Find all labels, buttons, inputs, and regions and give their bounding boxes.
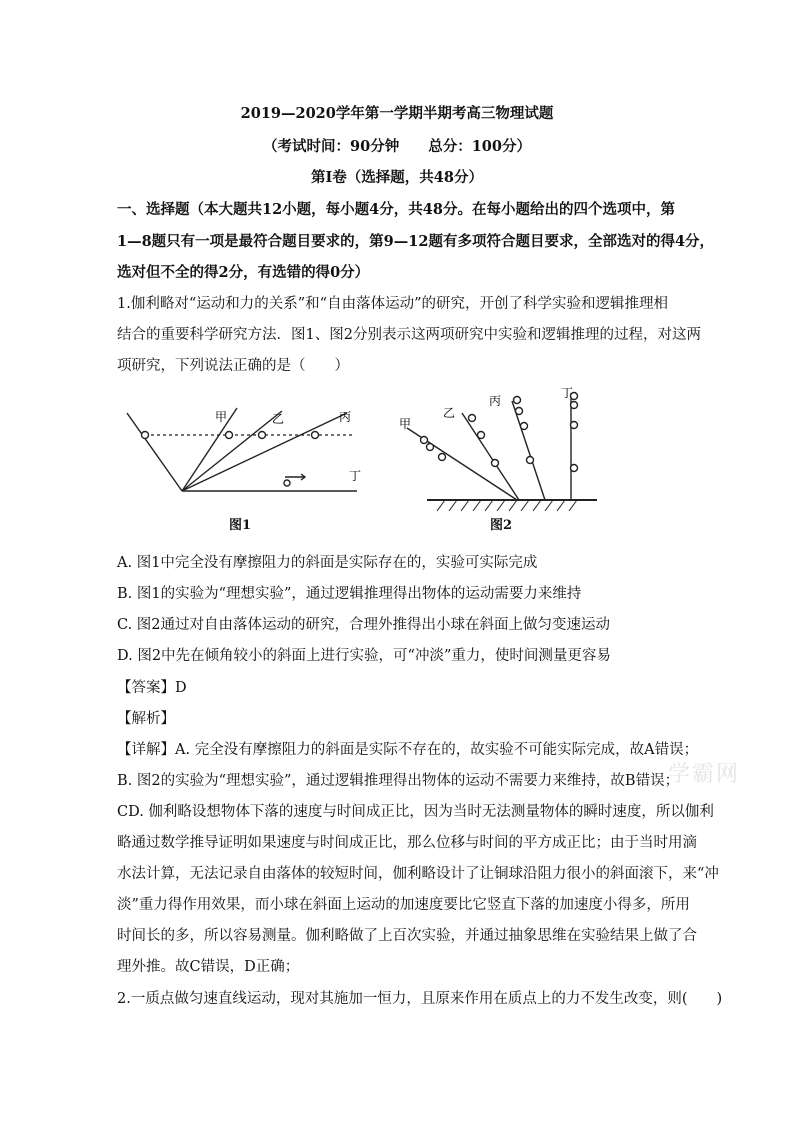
option-d: D. 图2中先在倾角较小的斜面上进行实验，可“冲淡”重力，使时间测量更容易 xyxy=(117,648,611,664)
page-title: 2019—2020学年第一学期半期考高三物理试题 xyxy=(240,105,554,122)
fig2-label-jia: 甲 xyxy=(399,417,412,431)
section-line: 一、选择题（本大题共12小题，每小题4分，共48分。在每小题给出的四个选项中，第 xyxy=(117,201,675,218)
analysis-line: 理外推。故C错误，D正确； xyxy=(117,959,300,975)
fig2-label-bing: 丙 xyxy=(489,394,502,408)
analysis-line: CD. 伽利略设想物体下落的速度与时间成正比，因为当时无法测量物体的瞬时速度，所以伽利 xyxy=(117,804,714,820)
analysis-line: 淡”重力得作用效果，而小球在斜面上运动的加速度要比它竖直下落的加速度小得多，所用 xyxy=(117,897,690,913)
section-line: 1—8题只有一项是最符合题目要求的，第9—12题有多项符合题目要求，全部选对的得4分， xyxy=(117,233,715,250)
answer: 【答案】D xyxy=(117,680,187,696)
volume-title: 第Ⅰ卷（选择题，共48分） xyxy=(311,169,483,186)
question-stem: 项研究，下列说法正确的是（ ） xyxy=(117,358,349,374)
analysis-line: 水法计算，无法记录自由落体的较短时间，伽利略设计了让铜球沿阻力很小的斜面滚下，来“冲 xyxy=(117,866,719,882)
figure-2-diagram xyxy=(397,383,597,513)
question-stem: 结合的重要科学研究方法．图1、图2分别表示这两项研究中实验和逻辑推理的过程，对这两 xyxy=(117,327,701,343)
figure-1-caption: 图1 xyxy=(229,518,252,533)
analysis-title: 【解析】 xyxy=(117,711,175,727)
fig1-label-ding: 丁 xyxy=(349,469,362,483)
section-line: 选对但不全的得2分，有选错的得0分） xyxy=(117,264,370,281)
question-stem: 1.伽利略对“运动和力的关系”和“自由落体运动”的研究，开创了科学实验和逻辑推理相 xyxy=(117,296,668,312)
option-b: B. 图1的实验为“理想实验”，通过逻辑推理得出物体的运动需要力来维持 xyxy=(117,586,582,602)
question-2-stem: 2.一质点做匀速直线运动，现对其施加一恒力，且原来作用在质点上的力不发生改变，则( ) xyxy=(117,991,723,1007)
analysis-line: 时间长的多，所以容易测量。伽利略做了上百次实验，并通过抽象思维在实验结果上做了合 xyxy=(117,928,697,944)
figure-area xyxy=(117,383,597,535)
option-c: C. 图2通过对自由落体运动的研究，合理外推得出小球在斜面上做匀变速运动 xyxy=(117,617,611,633)
analysis-line: 【详解】A. 完全没有摩擦阻力的斜面是实际不存在的，故实验不可能实际完成，故A错误； xyxy=(117,742,699,758)
analysis-line: B. 图2的实验为“理想实验”，通过逻辑推理得出物体的运动不需要力来维持，故B错误； xyxy=(117,773,680,789)
fig1-label-bing: 丙 xyxy=(339,410,352,424)
watermark: 学霸网 xyxy=(668,762,741,787)
exam-info: （考试时间：90分钟 总分：100分） xyxy=(263,138,531,155)
fig1-label-jia: 甲 xyxy=(215,410,228,424)
figure-2-caption: 图2 xyxy=(490,518,513,533)
fig1-label-yi: 乙 xyxy=(272,412,285,426)
fig2-label-yi: 乙 xyxy=(443,406,456,420)
option-a: A. 图1中完全没有摩擦阻力的斜面是实际存在的，实验可实际完成 xyxy=(117,555,538,571)
analysis-line: 略通过数学推导证明如果速度与时间成正比，那么位移与时间的平方成正比；由于当时用滴 xyxy=(117,835,697,851)
figure-1-diagram xyxy=(117,383,367,513)
fig2-label-ding: 丁 xyxy=(561,386,574,400)
